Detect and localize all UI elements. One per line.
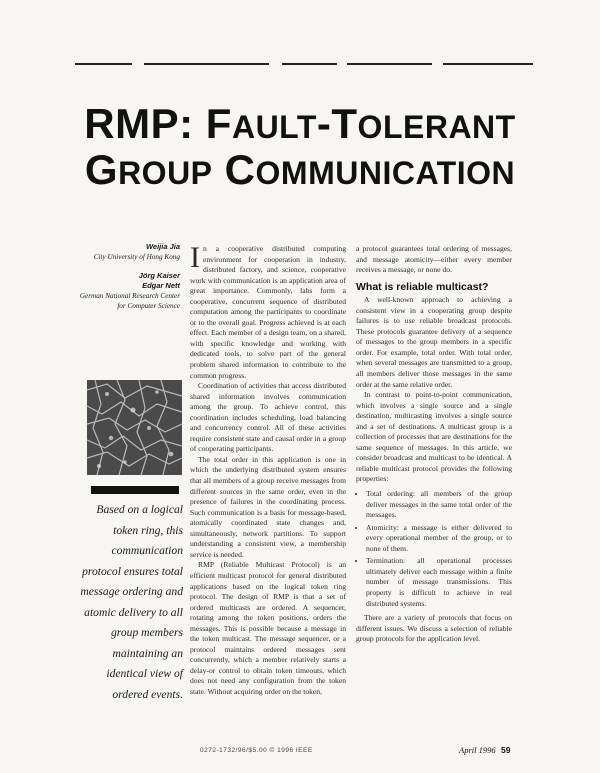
list-item: • Total ordering: all members of the group deliver messages in the same total order of the messages.	[366, 489, 512, 521]
body-paragraph: In a cooperative distributed computing environment for cooperation in industry, distributed factory, and science, cooperative work with communication is an application area of great importance. Commonly, labs form a cooperative, concurrent sequence of distributed computation among the participants to coordinate or to the overall goal. Progress achieved is at each effect. Each member of a design team, on a shared, with specific knowledge and working with dedicated tools, to solve part of the general problem shared information to contribute to the common progress.	[190, 241, 346, 380]
header-rule-3	[282, 63, 337, 65]
property-list	[356, 489, 512, 609]
article-title-line-2: GROUP COMMUNICATION	[84, 146, 516, 193]
body-paragraph: a protocol guarantees total ordering of messages, and message atomicity—either every member receives a message, or none do.	[356, 244, 512, 275]
footer-copyright-code: 0272-1732/96/$5.00 © 1996 IEEE	[200, 747, 313, 754]
author-name: Jörg Kaiser	[138, 271, 180, 280]
header-rule-1	[75, 63, 132, 65]
body-paragraph: The total order in this application is one in which the underlying distributed system ensures that all members of a group receive messages from different sources in the same order, even in the presence of failures in the coordinating process. Such communication is a basis for message-based, atomically coordinated state changes and, simultaneously, network partitions. To support understanding a consistent view, a membership service is needed.	[190, 454, 346, 559]
body-column-2	[356, 244, 512, 645]
header-rule-4	[347, 63, 432, 65]
body-paragraph: RMP (Reliable Multicast Protocol) is an efficient multicast protocol for general distributed applications based on the logical token ring protocol. The design of RMP is that a set of ordered multicasts are ordered. A sequencer, rotating among the token positions, orders the messages. This is possible because a message in the token multicast. The message sequencer, or a protocol maintains ordered messages sent concurrently, which a member relatively starts a delay-or control to obtain token timeouts, which does not need any configuration from the token state. Without acquiring order on the token,	[190, 560, 346, 696]
pull-quote-bar	[91, 486, 179, 494]
pull-quote: Based on a logical token ring, this communication protocol ensures total message ordering and atomic delivery to all group members maintaining an identical view of ordered events.	[80, 503, 183, 701]
list-item: • Atomicity: a message is either delivered to every operational member of the group, or to none of them.	[366, 523, 512, 555]
author-affiliation: German National Research Center for Computer Science	[79, 292, 180, 310]
footer-date: April 1996	[459, 745, 496, 755]
body-paragraph: A well-known approach to achieving a consistent view in a cooperating group despite failures is to use reliable broadcast protocols. These protocols guarantee delivery of a sequence of messages to the group members in a specific order. For example, total order. With total order, when several messages are transmitted to a group, all members deliver those messages in the same order at the same relative order.	[356, 295, 512, 389]
decorative-photo	[87, 380, 182, 475]
author-affiliation: City University of Hong Kong	[93, 253, 180, 261]
page-number: 59	[501, 745, 511, 755]
header-rule-2	[144, 63, 269, 65]
author-name: Weijia Jia	[145, 242, 180, 251]
list-item: • Termination: all operational processes ultimately deliver each message within a finite number of message transmissions. This property is difficult to achieve in real distributed systems.	[366, 556, 512, 609]
body-paragraph: Coordination of activities that access distributed shared information involves communication among the group. To achieve control, this coordination includes scheduling, load balancing and concurrency control. All of these activities require consistent state and causal order in a group of cooperating participants.	[190, 381, 346, 454]
texture-image-icon	[87, 380, 182, 475]
section-heading: What is reliable multicast?	[356, 280, 489, 293]
header-rule-5	[443, 63, 533, 65]
author-block	[72, 242, 180, 320]
body-paragraph: In contrast to point-to-point communication, which involves a single source and a single destination, multicasting involves a single source and a set of destinations. A multicast group is a collection of processes that are destinations for the same sequence of messages. In this article, we consider broadcast and multicast to be identical. A reliable multicast protocol provides the following properties:	[356, 390, 512, 484]
author-name: Edgar Nett	[142, 281, 180, 290]
body-column-1	[190, 241, 346, 698]
article-title-line-1: RMP: FAULT-TOLERANT	[84, 100, 516, 147]
body-paragraph: There are a variety of protocols that focus on different issues. We discuss a selection of reliable group protocols for the application level.	[356, 613, 512, 644]
drop-cap: I	[190, 241, 200, 274]
